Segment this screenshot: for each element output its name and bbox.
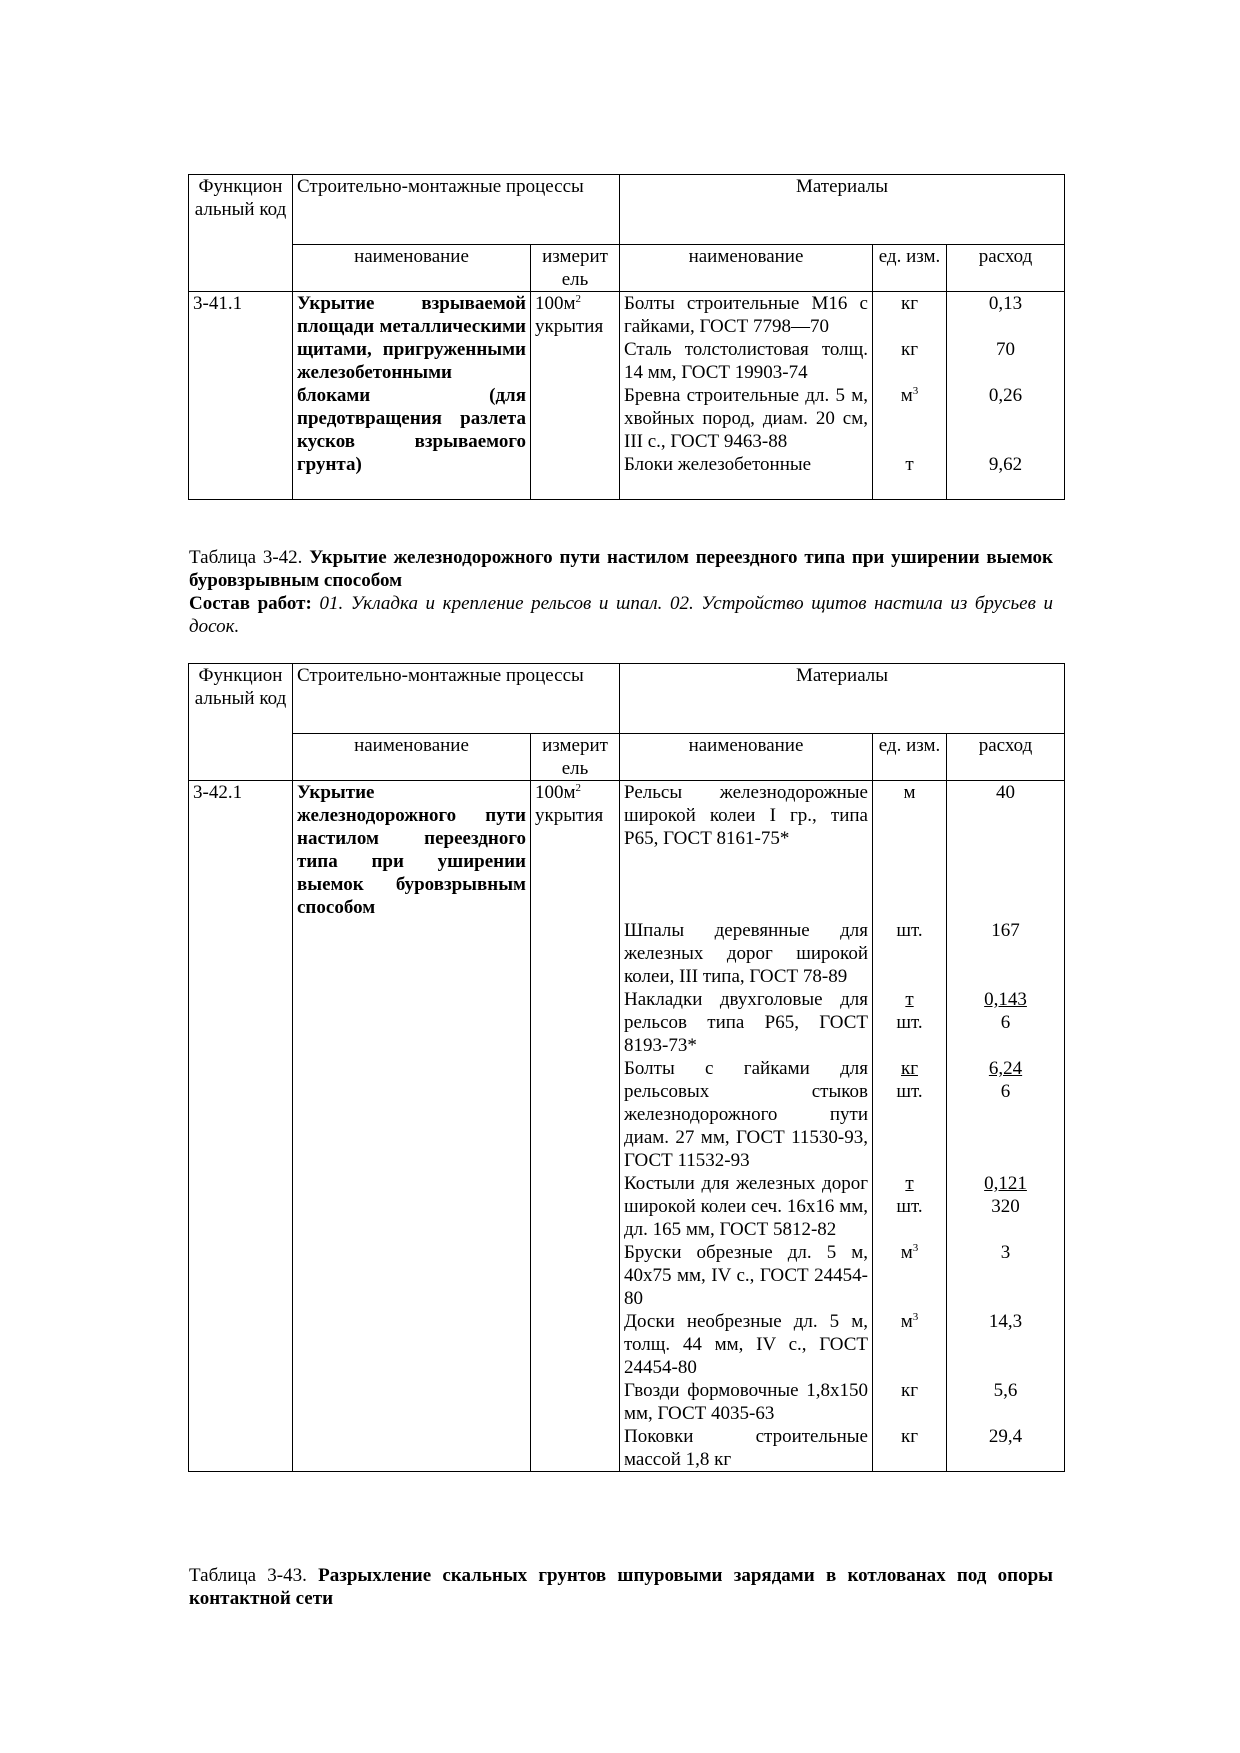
material-unit: м [900, 1311, 913, 1332]
header-process-meter: измерит ель [531, 734, 620, 781]
row-process-name: Укрытие взрываемой площади металлическими щитами, пригруженными железобетонными блоками (для предотвращения разлета кусков взрываемого грунта) [293, 292, 531, 500]
table-3-42 [188, 663, 1065, 1472]
header-material-rate: расход [947, 734, 1065, 781]
material-unit-cell [873, 1241, 947, 1310]
material-rate: 14,3 [947, 1310, 1065, 1379]
row-process-meter [531, 781, 620, 1472]
header-material-name: наименование [620, 734, 873, 781]
material-name: Рельсы железнодорожные широкой колеи I гр., типа Р65, ГОСТ 8161-75* [620, 781, 873, 920]
meter-value: 100м [535, 293, 576, 314]
material-rate: 0,26 [947, 384, 1065, 453]
material-unit-bottom: шт. [896, 1012, 923, 1033]
material-unit: кг [873, 338, 947, 384]
material-name: Бруски обрезные дл. 5 м, 40х75 мм, IV с., ГОСТ 24454-80 [620, 1241, 873, 1310]
caption-label: Таблица 3-43. [189, 1565, 307, 1586]
material-unit: кг [873, 1379, 947, 1425]
material-unit-top: т [905, 989, 914, 1010]
material-name: Гвозди формовочные 1,8х150 мм, ГОСТ 4035-63 [620, 1379, 873, 1425]
unit-sup: 3 [912, 1242, 919, 1254]
material-name: Блоки железобетонные [620, 453, 873, 500]
material-rate: 70 [947, 338, 1065, 384]
meter-sup: 2 [575, 782, 582, 794]
material-unit-bottom: шт. [896, 1196, 923, 1217]
caption-table-3-42 [189, 546, 1053, 638]
material-unit-cell [873, 384, 947, 453]
material-rate-bottom: 320 [991, 1196, 1020, 1217]
material-name: Болты с гайками для рельсовых стыков железнодорожного пути диам. 27 мм, ГОСТ 11530-93, ГОСТ 11532-93 [620, 1057, 873, 1172]
table-3-41 [188, 174, 1065, 500]
meter-sup: 2 [575, 293, 582, 305]
material-rate-cell [947, 1172, 1065, 1241]
unit-sup: 3 [912, 1311, 919, 1323]
unit-sup: 3 [912, 385, 919, 397]
row-code: 3-41.1 [189, 292, 293, 500]
caption-label: Таблица 3-42. [189, 547, 303, 568]
header-process-name: наименование [293, 245, 531, 292]
material-rate: 5,6 [947, 1379, 1065, 1425]
meter-value: 100м [535, 782, 576, 803]
material-unit-top: кг [900, 1058, 919, 1079]
header-process-meter: измерит ель [531, 245, 620, 292]
material-unit-bottom: шт. [896, 1081, 923, 1102]
work-composition-text: 01. Укладка и крепление рельсов и шпал. 02. Устройство щитов настила из брусьев и досок. [189, 593, 1053, 637]
material-unit: кг [873, 1425, 947, 1472]
material-name: Поковки строительные массой 1,8 кг [620, 1425, 873, 1472]
material-rate: 40 [947, 781, 1065, 920]
work-composition-label: Состав работ: [189, 593, 312, 614]
material-rate-cell [947, 1057, 1065, 1172]
material-rate-cell [947, 988, 1065, 1057]
header-processes: Строительно-монтажные процессы [293, 664, 620, 734]
material-unit-cell [873, 1310, 947, 1379]
header-func-code: Функцион альный код [189, 664, 293, 781]
material-unit-cell [873, 1057, 947, 1172]
caption-title: Укрытие железнодорожного пути настилом переездного типа при уширении выемок буровзрывным способом [189, 547, 1053, 591]
material-rate: 3 [947, 1241, 1065, 1310]
material-unit: т [873, 453, 947, 500]
material-rate-top: 6,24 [988, 1058, 1023, 1079]
material-rate: 0,13 [947, 292, 1065, 339]
caption-title: Разрыхление скальных грунтов шпуровыми зарядами в котлованах под опоры контактной сети [189, 1565, 1053, 1609]
header-materials: Материалы [620, 664, 1065, 734]
caption-table-3-43 [189, 1564, 1053, 1610]
material-unit: шт. [873, 919, 947, 988]
material-name: Болты строительные М16 с гайками, ГОСТ 7798—70 [620, 292, 873, 339]
material-rate-bottom: 6 [1000, 1012, 1011, 1033]
meter-unit: укрытия [535, 805, 604, 826]
material-name: Сталь толстолистовая толщ. 14 мм, ГОСТ 19903-74 [620, 338, 873, 384]
header-processes: Строительно-монтажные процессы [293, 175, 620, 245]
row-process-name: Укрытие железнодорожного пути настилом переездного типа при уширении выемок буровзрывным способом [293, 781, 531, 1472]
row-process-meter [531, 292, 620, 500]
header-material-rate: расход [947, 245, 1065, 292]
header-func-code: Функцион альный код [189, 175, 293, 292]
material-name: Бревна строительные дл. 5 м, хвойных пород, диам. 20 см, III с., ГОСТ 9463-88 [620, 384, 873, 453]
material-unit: м [900, 385, 913, 406]
material-rate: 9,62 [947, 453, 1065, 500]
material-rate-top: 0,121 [984, 1173, 1027, 1194]
material-name: Накладки двухголовые для рельсов типа Р65, ГОСТ 8193-73* [620, 988, 873, 1057]
material-rate-top: 0,143 [984, 989, 1027, 1010]
material-unit: м [900, 1242, 913, 1263]
meter-unit: укрытия [535, 316, 604, 337]
header-material-name: наименование [620, 245, 873, 292]
header-material-unit: ед. изм. [873, 734, 947, 781]
material-unit-cell [873, 1172, 947, 1241]
row-code: 3-42.1 [189, 781, 293, 1472]
material-rate: 29,4 [947, 1425, 1065, 1472]
material-unit-top: т [905, 1173, 914, 1194]
header-materials: Материалы [620, 175, 1065, 245]
material-unit-cell [873, 988, 947, 1057]
material-name: Костыли для железных дорог широкой колеи сеч. 16х16 мм, дл. 165 мм, ГОСТ 5812-82 [620, 1172, 873, 1241]
material-name: Доски необрезные дл. 5 м, толщ. 44 мм, IV с., ГОСТ 24454-80 [620, 1310, 873, 1379]
header-material-unit: ед. изм. [873, 245, 947, 292]
header-process-name: наименование [293, 734, 531, 781]
material-unit: кг [873, 292, 947, 339]
material-unit: м [873, 781, 947, 920]
material-rate-bottom: 6 [1000, 1081, 1011, 1102]
material-rate: 167 [947, 919, 1065, 988]
material-name: Шпалы деревянные для железных дорог широкой колеи, III типа, ГОСТ 78-89 [620, 919, 873, 988]
